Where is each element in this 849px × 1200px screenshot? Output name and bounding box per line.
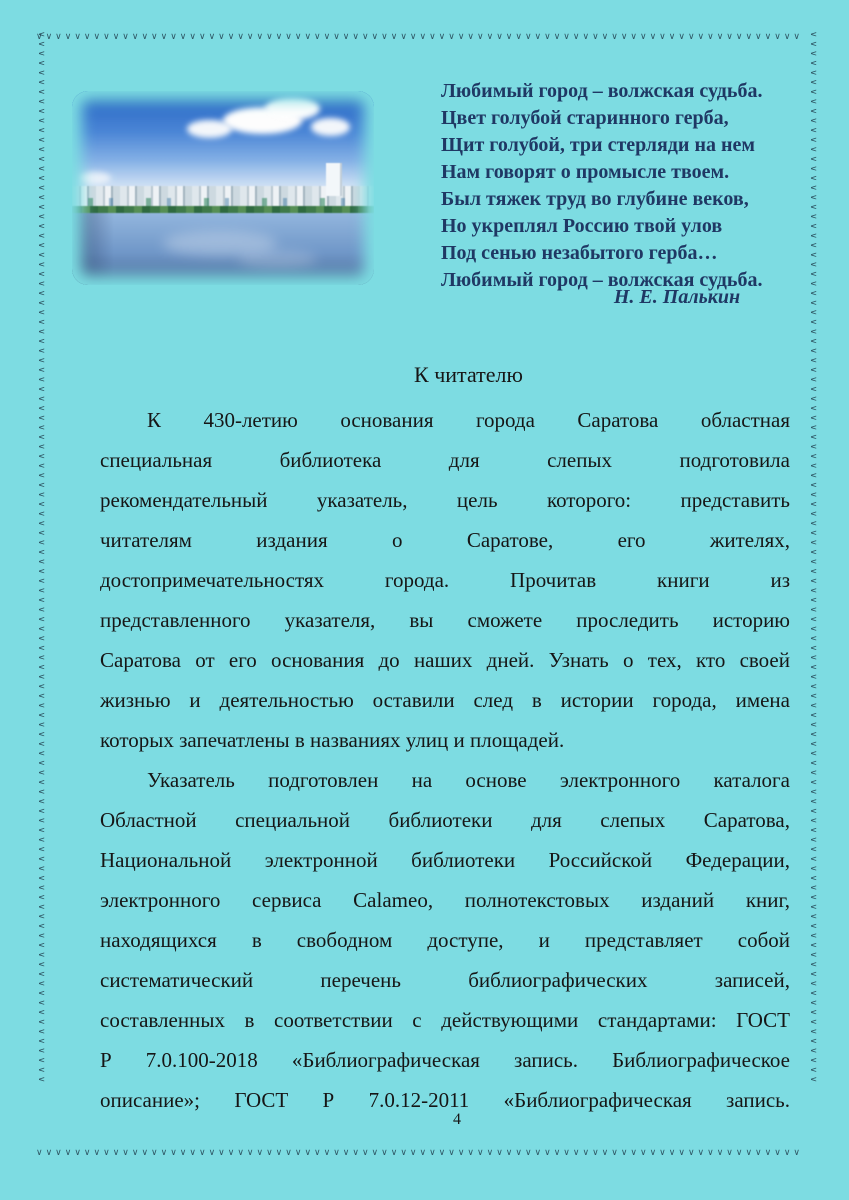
poem-line: Под сенью незабытого герба… [441,242,718,264]
decorative-border-right: ∨∨∨∨∨∨∨∨∨∨∨∨∨∨∨∨∨∨∨∨∨∨∨∨∨∨∨∨∨∨∨∨∨∨∨∨∨∨∨∨∨∨∨∨∨∨∨∨∨∨∨∨∨∨∨∨∨∨∨∨∨∨∨∨∨∨∨∨∨∨∨∨∨∨∨∨∨∨∨∨∨∨∨∨∨∨∨∨∨∨∨∨∨∨∨∨∨∨∨∨∨∨∨∨∨∨∨∨∨∨ [808,31,818,1086]
poem-line: Любимый город – волжская судьба. [441,80,763,102]
body-text-line: Указатель подготовлен на основе электронного каталога [147,768,790,792]
poem-block [441,78,801,294]
body-text-line: систематический перечень библиографических записей, [100,968,790,992]
body-text [100,400,790,1120]
city-skyline-photo [72,91,374,285]
body-text-line: Национальной электронной библиотеки Российской Федерации, [100,848,790,872]
body-text-line: описание»; ГОСТ Р 7.0.12-2011 «Библиографическая запись. [100,1088,790,1112]
body-text-line: достопримечательностях города. Прочитав книги из [100,568,790,592]
body-text-line: читателям издания о Саратове, его жителях, [100,528,790,552]
poem-author: Н. Е. Палькин [613,286,741,308]
poem-line: Цвет голубой старинного герба, [441,107,729,129]
body-text-line: Областной специальной библиотеки для слепых Саратова, [100,808,790,832]
body-text-line: находящихся в свободном доступе, и представляет собой [100,928,790,952]
decorative-border-top: ∨∨∨∨∨∨∨∨∨∨∨∨∨∨∨∨∨∨∨∨∨∨∨∨∨∨∨∨∨∨∨∨∨∨∨∨∨∨∨∨∨∨∨∨∨∨∨∨∨∨∨∨∨∨∨∨∨∨∨∨∨∨∨∨∨∨∨∨∨∨∨∨∨∨∨∨∨∨∨∨ [36,32,803,42]
body-text-line: К 430-летию основания города Саратова областная [147,408,790,432]
body-text-line: жизнью и деятельностью оставили след в истории города, имена [100,688,790,712]
poem-line: Любимый город – волжская судьба. [441,269,763,291]
body-text-line: которых запечатлены в названиях улиц и площадей. [100,728,565,752]
body-text-line: рекомендательный указатель, цель которого: представить [100,488,790,512]
body-text-line: Саратова от его основания до наших дней. Узнать о тех, кто своей [100,648,790,672]
poem-line: Был тяжек труд во глубине веков, [441,188,749,210]
section-heading: К читателю [414,362,523,387]
decorative-border-left: ∨∨∨∨∨∨∨∨∨∨∨∨∨∨∨∨∨∨∨∨∨∨∨∨∨∨∨∨∨∨∨∨∨∨∨∨∨∨∨∨∨∨∨∨∨∨∨∨∨∨∨∨∨∨∨∨∨∨∨∨∨∨∨∨∨∨∨∨∨∨∨∨∨∨∨∨∨∨∨∨∨∨∨∨∨∨∨∨∨∨∨∨∨∨∨∨∨∨∨∨∨∨∨∨∨∨∨∨∨∨ [36,31,46,1086]
page-number: 4 [453,1111,461,1128]
photo-feathered-edge [72,91,374,285]
body-text-line: представленного указателя, вы сможете проследить историю [100,608,790,632]
poem-line: Щит голубой, три стерляди на нем [441,134,755,156]
body-text-line: специальная библиотека для слепых подготовила [100,448,790,472]
body-text-line: составленных в соответствии с действующими стандартами: ГОСТ [100,1008,790,1032]
body-text-line: Р 7.0.100-2018 «Библиографическая запись. Библиографическое [100,1048,790,1072]
poem-line: Но укреплял Россию твой улов [441,215,723,237]
body-text-line: электронного сервиса Calameo, полнотекстовых изданий книг, [100,888,790,912]
decorative-border-bottom: ∨∨∨∨∨∨∨∨∨∨∨∨∨∨∨∨∨∨∨∨∨∨∨∨∨∨∨∨∨∨∨∨∨∨∨∨∨∨∨∨∨∨∨∨∨∨∨∨∨∨∨∨∨∨∨∨∨∨∨∨∨∨∨∨∨∨∨∨∨∨∨∨∨∨∨∨∨∨∨∨ [36,1148,803,1158]
poem-line: Нам говорят о промысле твоем. [441,161,730,183]
